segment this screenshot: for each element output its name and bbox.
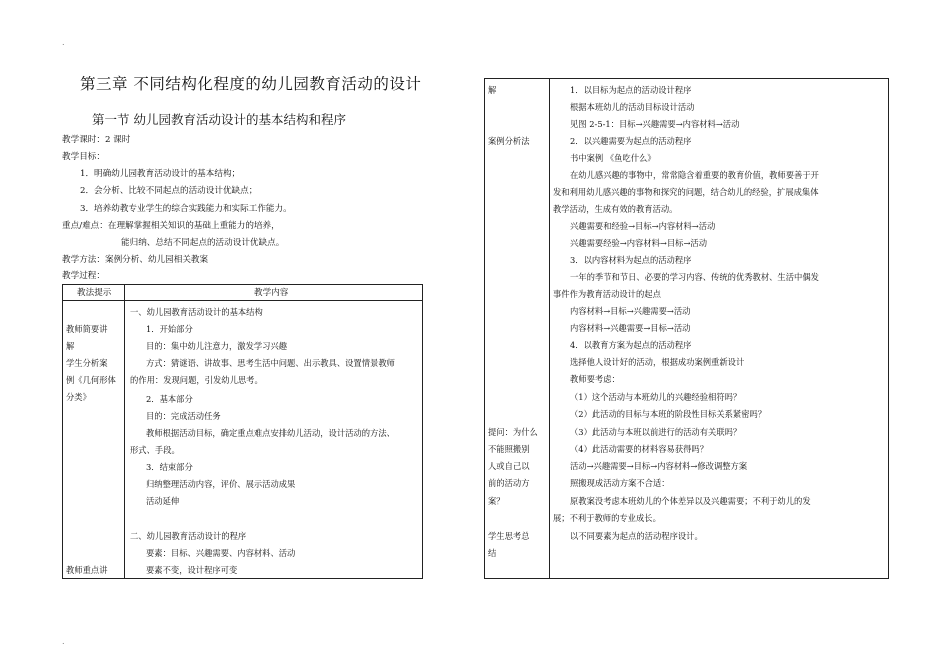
teaching-process: 教学过程： [62,271,105,281]
header-hints: 教法提示 [77,288,112,298]
content-line: 目的：集中幼儿注意力，激发学习兴趣 [146,341,288,351]
goal-item: 1．明确幼儿园教育活动设计的基本结构； [80,169,241,179]
content-line: 1．以目标为起点的活动设计程序 [570,85,692,95]
content-line: 兴趣需要经验→内容材料→目标→活动 [570,238,708,248]
hint-line: 案？ [488,496,505,506]
content-line: 发和利用幼儿感兴趣的事物和探究的问题，结合幼儿的经验，扩展成集体 [553,187,819,197]
header-content: 教学内容 [254,288,289,298]
hint-line: 前的活动方 [488,478,530,488]
hint-line: 提问：为什么 [488,427,538,437]
hint-line: 人或自己以 [488,461,530,471]
chapter-title: 第三章 不同结构化程度的幼儿园教育活动的设计 [80,75,422,93]
hint-line: 不能照搬别 [488,444,530,454]
content-line: 归纳整理活动内容，评价、展示活动成果 [146,479,296,489]
content-line: （4）此活动需要的材料容易获得吗？ [570,444,709,454]
bottom-page-mark: . [62,637,65,646]
hint-line: 例《几何形体 [66,375,116,385]
content-line: 2．基本部分 [146,394,193,404]
teaching-hours: 教学课时：2 课时 [62,135,131,145]
content-line: 3．以内容材料为起点的活动程序 [570,255,692,265]
content-heading: 二、幼儿园教育活动设计的程序 [130,531,247,541]
content-line: 的作用：发现问题，引发幼儿思考。 [130,375,263,385]
content-line: 内容材料→目标→兴趣需要→活动 [570,306,691,316]
content-line: 书中案例 《鱼吃什么》 [570,153,656,163]
content-line: 教师要考虑： [570,374,620,384]
content-line: 活动→兴趣需要→目标→内容材料→修改调整方案 [570,461,748,471]
content-line: 4．以教育方案为起点的活动程序 [570,340,692,350]
hint-line: 学生思考总 [488,531,530,541]
goal-item: 2．会分析、比较不同起点的活动设计优缺点； [80,186,258,196]
hint-line: 结 [488,548,497,558]
content-line: 选择他人设计好的活动，根据成功案例重新设计 [570,357,745,367]
content-heading: 一、幼儿园教育活动设计的基本结构 [130,307,263,317]
goals-label: 教学目标： [62,152,105,162]
content-line: 见图 2-5-1：目标→兴趣需要→内容材料→活动 [570,119,740,129]
content-line: （3）此活动与本班以前进行的活动有关联吗？ [570,427,742,437]
content-line: 要素不变，设计程序可变 [146,565,238,575]
content-line: 形式、手段。 [130,445,180,455]
content-line: （2）此活动的目标与本班的阶段性目标关系紧密吗？ [570,409,767,419]
goal-item: 3．培养幼教专业学生的综合实践能力和实际工作能力。 [80,204,292,214]
hint-line: 解 [66,341,75,351]
hint-line: 教师重点讲 [66,565,108,575]
content-line: 兴趣需要和经验→目标→内容材料→活动 [570,221,716,231]
content-line: 教师根据活动目标，确定重点难点安排幼儿活动，设计活动的方法、 [146,428,395,438]
content-line: 照搬现成活动方案不合适： [570,478,670,488]
teaching-methods: 教学方法：案例分析、幼儿园相关教案 [62,255,209,265]
section-title: 第一节 幼儿园教育活动设计的基本结构和程序 [92,112,346,127]
content-line: 活动延伸 [146,496,180,506]
content-line: 以不同要素为起点的活动程序设计。 [570,531,703,541]
key-points-cont: 能归纳、总结不同起点的活动设计优缺点。 [121,238,285,248]
content-line: 3．结束部分 [146,462,193,472]
hint-line: 分类》 [66,392,91,402]
content-line: 目的：完成活动任务 [146,411,221,421]
content-line: 一年的季节和节日、必要的学习内容、传统的优秀教材、生活中偶发 [570,272,819,282]
content-line: 1．开始部分 [146,324,193,334]
content-line: 2．以兴趣需要为起点的活动程序 [570,136,692,146]
content-line: 要素：目标、兴趣需要、内容材料、活动 [146,548,296,558]
content-line: 事件作为教育活动设计的起点 [553,289,661,299]
hint-line: 学生分析案 [66,358,108,368]
hint-line: 解 [488,85,497,95]
content-line: 展；不利于教师的专业成长。 [553,513,661,523]
content-line: 原教案没考虑本班幼儿的个体差异以及兴趣需要；不利于幼儿的发 [570,496,811,506]
content-line: 内容材料→兴趣需要→目标→活动 [570,323,691,333]
key-points: 重点/难点：在理解掌握相关知识的基础上重能力的培养， [62,221,280,231]
hint-line: 教师简要讲 [66,324,108,334]
content-line: （1）这个活动与本班幼儿的兴趣经验相符吗？ [570,392,742,402]
content-line: 方式：猜谜语、讲故事、思考生活中问题、出示教具、设置情景教师 [146,358,395,368]
content-line: 在幼儿感兴趣的事物中，常常隐含着重要的教育价值，教师要善于开 [570,170,819,180]
content-line: 教学活动，生成有效的教育活动。 [553,204,678,214]
top-page-mark: . [62,38,65,47]
hint-line: 案例分析法 [488,136,530,146]
content-line: 根据本班幼儿的活动目标设计活动 [570,102,695,112]
